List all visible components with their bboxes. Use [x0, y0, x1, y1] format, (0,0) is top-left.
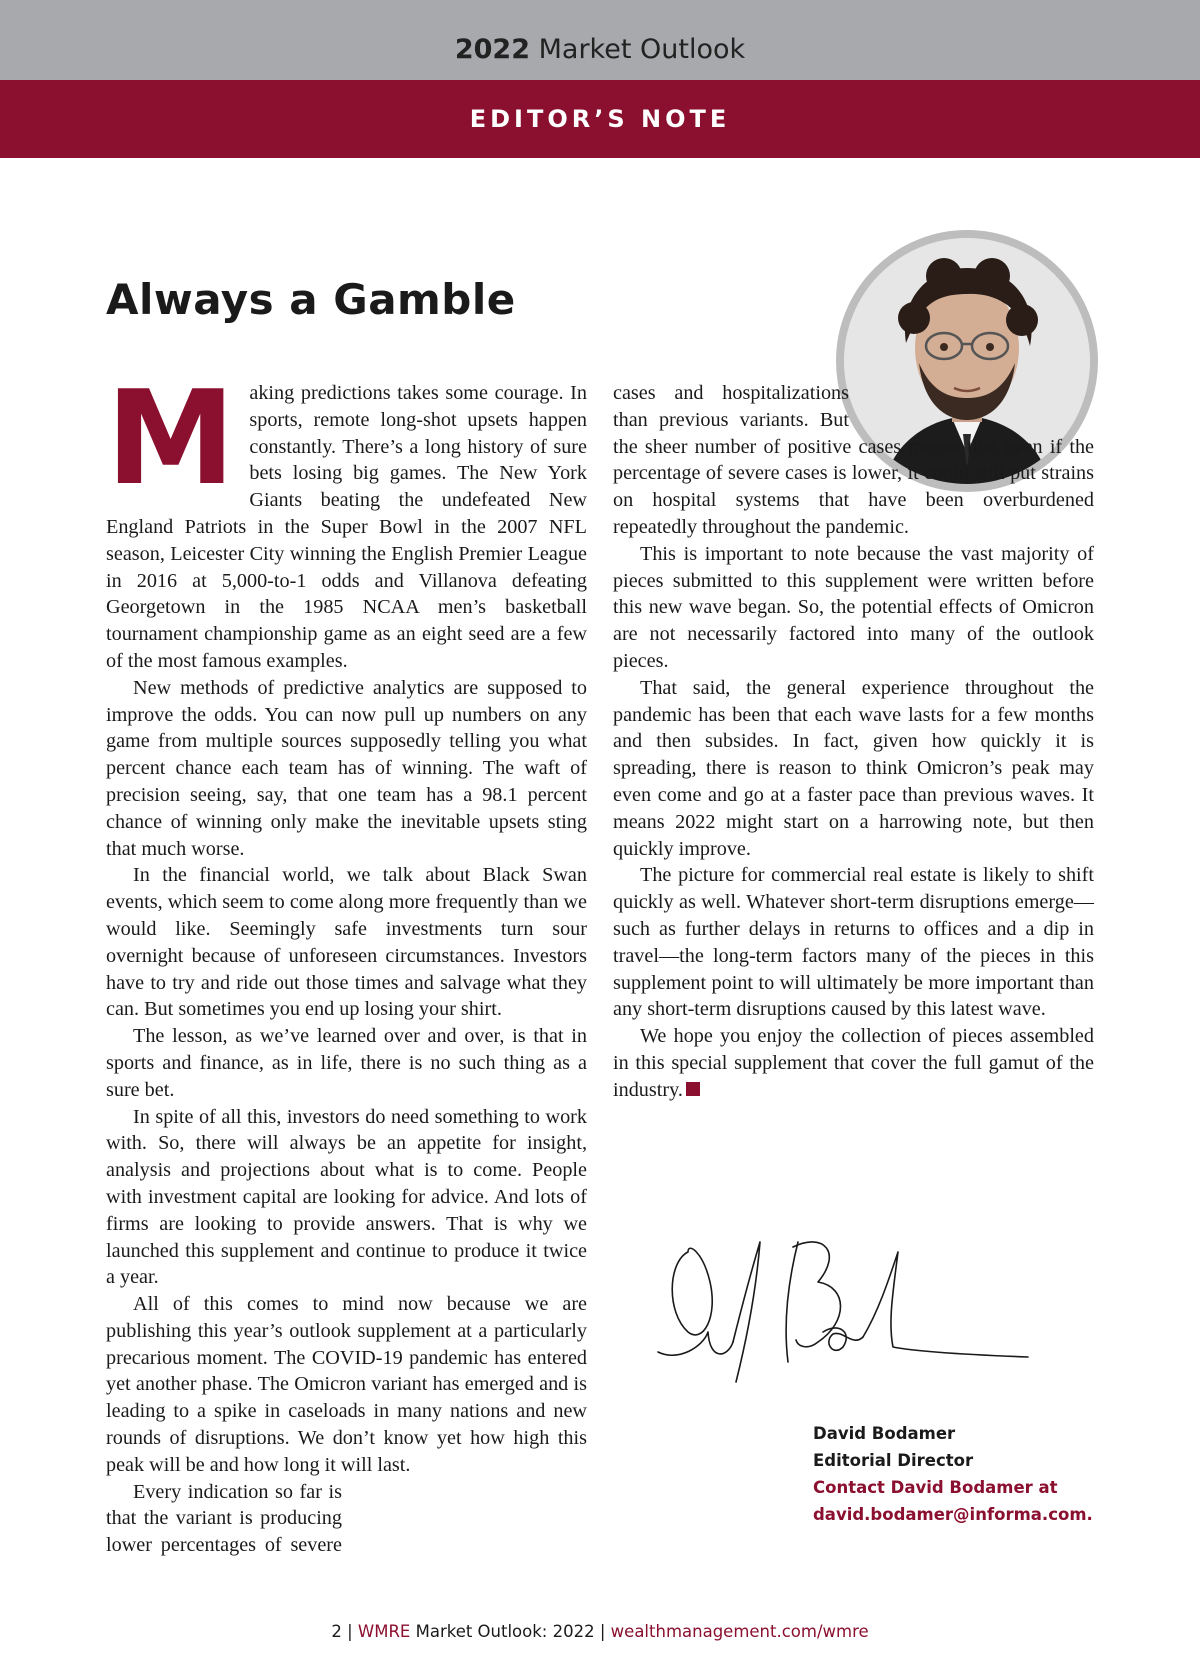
page-footer — [0, 1622, 1200, 1641]
end-mark-icon — [686, 1082, 700, 1096]
footer-brand: WMRE — [357, 1622, 411, 1641]
contact-email-link[interactable]: david.bodamer@informa.com. — [813, 1505, 1093, 1524]
page-number: 2 — [331, 1622, 342, 1641]
drop-cap: M — [106, 362, 236, 514]
handwritten-signature — [648, 1222, 1058, 1392]
article-paragraph: New methods of predictive analytics are supposed to improve the odds. You can now pull up numbers on any game from multiple sources supposedly telling you what percent chance each team has of winning. The waft of precision seeing, say, that one team has a 98.1 percent chance of winning only make the inevitable upsets sting that much worse. — [106, 676, 587, 860]
article-title: Always a Gamble — [106, 275, 516, 324]
footer-url-link[interactable]: wealthmanagement.com/wmre — [610, 1622, 869, 1641]
article-paragraph: All of this comes to mind now because we are publishing this year’s outlook supplement at a particularly precarious moment. The COVID-19 pandemic has entered yet another phase. The Omicron variant has emerged and is leading to a spike in caseloads in many nations and new rounds of disruptions. We don’t know yet how high this peak will be and how long it will last. — [106, 1293, 587, 1476]
article-paragraph: The lesson, as we’ve learned over and over, is that in sports and finance, as in life, there is no such thing as a sure bet. — [106, 1025, 587, 1101]
article-paragraph: In spite of all this, investors do need something to work with. So, there will always be an appetite for insight, analysis and projections about what is to come. People with investment capital are looking for advice. And lots of firms are looking to provide answers. That is why we launched this supplement and continue to produce it twice a year. — [106, 1105, 587, 1289]
article-paragraph: That said, the general experience throughout the pandemic has been that each wave lasts for a few months and then subsides. In fact, given how quickly it is spreading, there is reason to think Omicron’s peak may even come and go at a faster pace than previous waves. It means 2022 might start on a harrowing note, but then quickly improve. — [613, 676, 1094, 860]
top-header-bar — [0, 0, 1200, 80]
article-paragraph: In the financial world, we talk about Black Swan events, which seem to come along more frequently than we would like. Seemingly safe investments turn sour overnight because of unforeseen circumstances. Investors have to try and ride out those times and salvage what they can. But sometimes you end up losing your shirt. — [106, 864, 587, 1021]
editor-role: Editorial Director — [813, 1451, 974, 1470]
article-paragraph — [106, 362, 587, 675]
footer-separator: | — [599, 1622, 606, 1641]
header-publication: Market Outlook — [538, 34, 746, 65]
header-year: 2022 — [454, 34, 531, 65]
article-paragraph: This is important to note because the vast majority of pieces submitted to this supplement were written before this new wave began. So, the potential effects of Omicron are not necessarily factored into many of the outlook pieces. — [613, 542, 1094, 672]
article-paragraph-text: aking predictions takes some courage. In sports, remote long-shot upsets happen constantly. There’s a long history of sure bets losing big games. The New York Giants beating the undefeated New England Patriots in the Super Bowl in the 2007 NFL season, Leicester City winning the English Premier League in 2016 at 5,000-to-1 odds and Villanova defeating Georgetown in the 1985 NCAA men’s basketball tournament championship game as an eight seed are a few of the most famous examples. — [106, 382, 587, 672]
article-paragraph — [613, 1023, 1094, 1103]
signature-block — [813, 1420, 1093, 1528]
editor-name: David Bodamer — [813, 1424, 956, 1443]
contact-text: Contact David Bodamer at — [813, 1478, 1058, 1497]
section-label: EDITOR’S NOTE — [469, 105, 731, 133]
article-paragraph-text: We hope you enjoy the collection of pieces assembled in this special supplement that cover the full gamut of the industry. — [613, 1025, 1094, 1101]
footer-separator: | — [347, 1622, 353, 1641]
article-paragraph-text: Every indication so far is that the variant is producing lower percentages of severe cases and hospitalizations than previous variants. But the sheer number of positive cases means that even if the percentage of severe cases is lower, it could still put strains on hospital systems that have been overburdened repeatedly throughout the pandemic. — [106, 382, 1094, 1557]
article-body — [106, 362, 1094, 1580]
article-paragraph: The picture for commercial real estate is likely to shift quickly as well. Whatever short-term disruptions emerge—such as further delays in returns to offices and a dip in travel—the long-term factors many of the pieces in this supplement point to will ultimately be more important than any short-term disruptions caused by this latest wave. — [613, 864, 1094, 1021]
section-banner — [0, 80, 1200, 158]
footer-issue: Market Outlook: 2022 — [415, 1622, 595, 1641]
